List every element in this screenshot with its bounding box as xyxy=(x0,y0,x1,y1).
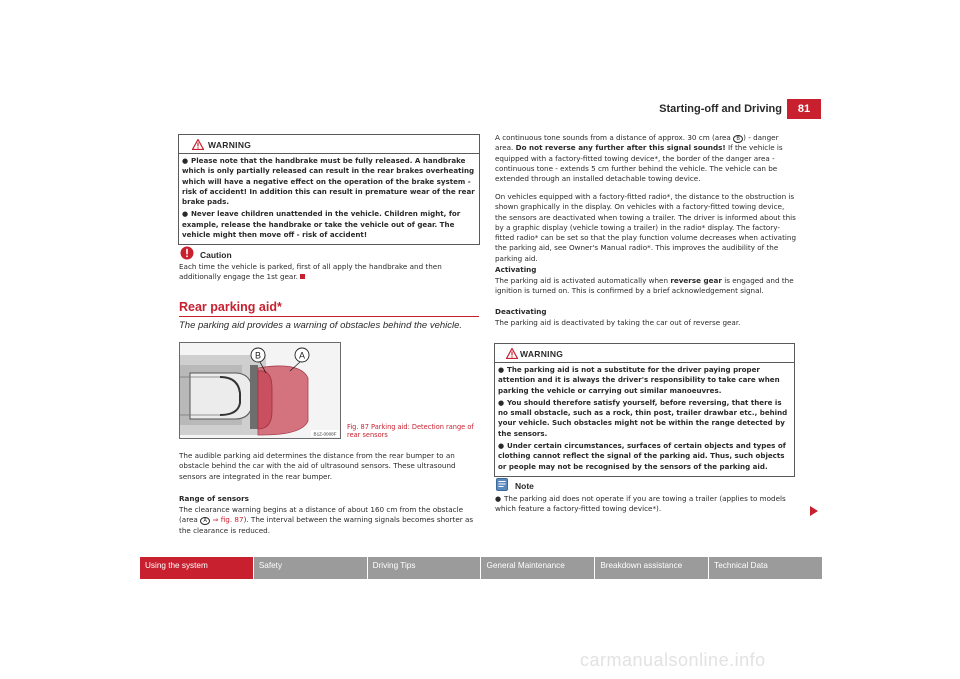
warning-box-handbrake xyxy=(178,134,480,245)
caution-label: Caution xyxy=(200,250,232,260)
bullet-icon: ● xyxy=(182,210,189,219)
parking-aid-intro: The audible parking aid determines the distance from the rear bumper to an obstacle behind the car with the aid of ultrasound sensors. These ultrasound sensors are integrated in the rear bumper. xyxy=(179,451,456,481)
note-icon xyxy=(496,478,508,491)
watermark: carmanualsonline.info xyxy=(580,650,766,670)
parking-aid-diagram xyxy=(180,343,340,438)
note-label: Note xyxy=(515,481,534,491)
warning-triangle-icon xyxy=(506,348,518,359)
activating-heading: Activating xyxy=(495,265,537,274)
bullet-icon: ● xyxy=(498,398,505,407)
zone-b-label: B xyxy=(254,350,262,361)
section-title: Rear parking aid* xyxy=(179,300,282,314)
figure-parking-aid xyxy=(179,342,341,439)
continuous-tone-paragraph: A continuous tone sounds from a distance of approx. 30 cm (area B ) - danger area. Do not reverse any further after this signal sounds! If the vehicle is equipped with a factory-fitted towing device*, the border of the danger area - continuous tone - extends 5 cm further behind the vehicle. The vehicle can be extended through an installed detachable towing device. xyxy=(495,133,783,184)
tab-breakdown-assistance[interactable]: Breakdown assistance xyxy=(595,557,708,579)
caution-text: Each time the vehicle is parked, first of all apply the handbrake and then additionally engage the 1st gear. xyxy=(179,262,442,282)
figure-code: B1Z-0008F xyxy=(313,431,337,437)
warning-label: WARNING xyxy=(520,349,564,359)
range-heading: Range of sensors xyxy=(179,494,249,503)
tab-using-the-system[interactable]: Using the system xyxy=(140,557,253,579)
section-divider xyxy=(179,316,479,317)
warning-item: ● Please note that the handbrake must be fully released. A handbrake which is only partially released can result in the rear brakes overheating which will have a negative effect on the operation of the brake system - risk of accident! In addition this can result in premature wear of the rear brake pads. xyxy=(182,156,475,207)
deactivating-heading: Deactivating xyxy=(495,307,547,316)
section-subtitle: The parking aid provides a warning of obstacles behind the vehicle. xyxy=(179,320,463,331)
tab-general-maintenance[interactable]: General Maintenance xyxy=(481,557,594,579)
footer-nav xyxy=(140,557,822,579)
figure-link[interactable]: ⇒ fig. 87 xyxy=(212,515,244,525)
radio-display-paragraph: On vehicles equipped with a factory-fitted radio*, the distance to the obstruction is shown graphically in the display. On vehicles with a factory-fitted towing device, the sensors are deactivated when towing a trailer. The driver is informed about this by a graphic display (vehicle towing a trailer) in the radio* display. The factory-fitted radio* can be set so that the play function volume decreases when activating the parking aid, see Owner's Manual radio*. This improves the audibility of the parking aid. xyxy=(495,192,797,263)
page-number: 81 xyxy=(787,99,821,119)
warning-item: ● You should therefore satisfy yourself, before reversing, that there is no small obstacle, such as a rock, thin post, trailer drawbar etc., behind your vehicle. Such obstacles might not be within the range detected by the sensors. xyxy=(498,397,788,438)
warning-item: ● Under certain circumstances, surfaces of certain objects and types of clothing cannot reflect the signal of the parking aid. Thus, such objects or people may not be recognised by the sensors of the parking aid. xyxy=(498,441,786,471)
warning-header xyxy=(495,344,794,363)
warning-item: ● Never leave children unattended in the vehicle. Children might, for example, release the handbrake or take the vehicle out of gear. The vehicle might then move off - risk of accident! xyxy=(182,209,461,240)
warning-label: WARNING xyxy=(208,140,252,150)
bullet-icon: ● xyxy=(495,495,502,503)
range-text: The clearance warning begins at a distance of about 160 cm from the obstacle (area A ⇒ fig. 87). The interval between the warning signals becomes shorter as the clearance is reduced. xyxy=(179,505,474,535)
warning-box-parking-aid xyxy=(494,343,795,477)
deactivating-text: The parking aid is deactivated by taking the car out of reverse gear. xyxy=(495,318,741,327)
area-a-ref-icon: A xyxy=(200,517,210,525)
tab-safety[interactable]: Safety xyxy=(254,557,367,579)
bullet-icon: ● xyxy=(182,157,189,165)
note-text: ● The parking aid does not operate if you are towing a trailer (applies to models which feature a factory-fitted towing device*). xyxy=(495,494,786,514)
tab-technical-data[interactable]: Technical Data xyxy=(709,557,822,579)
zone-a-label: A xyxy=(298,350,306,361)
warning-item: ● The parking aid is not a substitute for the driver paying proper attention and it is always the driver's responsibility to take care when parking the vehicle or carrying out similar manoeuvres. xyxy=(498,365,780,395)
page-header-title: Starting-off and Driving xyxy=(659,103,782,115)
warning-triangle-icon xyxy=(192,139,204,150)
warning-header xyxy=(179,135,479,154)
caution-icon xyxy=(180,246,194,260)
figure-caption: Fig. 87 Parking aid: Detection range of rear sensors xyxy=(347,423,474,440)
next-page-arrow-icon[interactable] xyxy=(810,506,818,516)
bullet-icon: ● xyxy=(498,442,505,451)
area-b-ref-icon: B xyxy=(733,135,743,143)
bullet-icon: ● xyxy=(498,366,505,374)
tab-driving-tips[interactable]: Driving Tips xyxy=(368,557,481,579)
end-of-section-icon xyxy=(300,274,305,279)
activating-text: The parking aid is activated automatically when reverse gear is engaged and the ignition is turned on. This is confirmed by a brief acknowledgement signal. xyxy=(495,276,794,296)
